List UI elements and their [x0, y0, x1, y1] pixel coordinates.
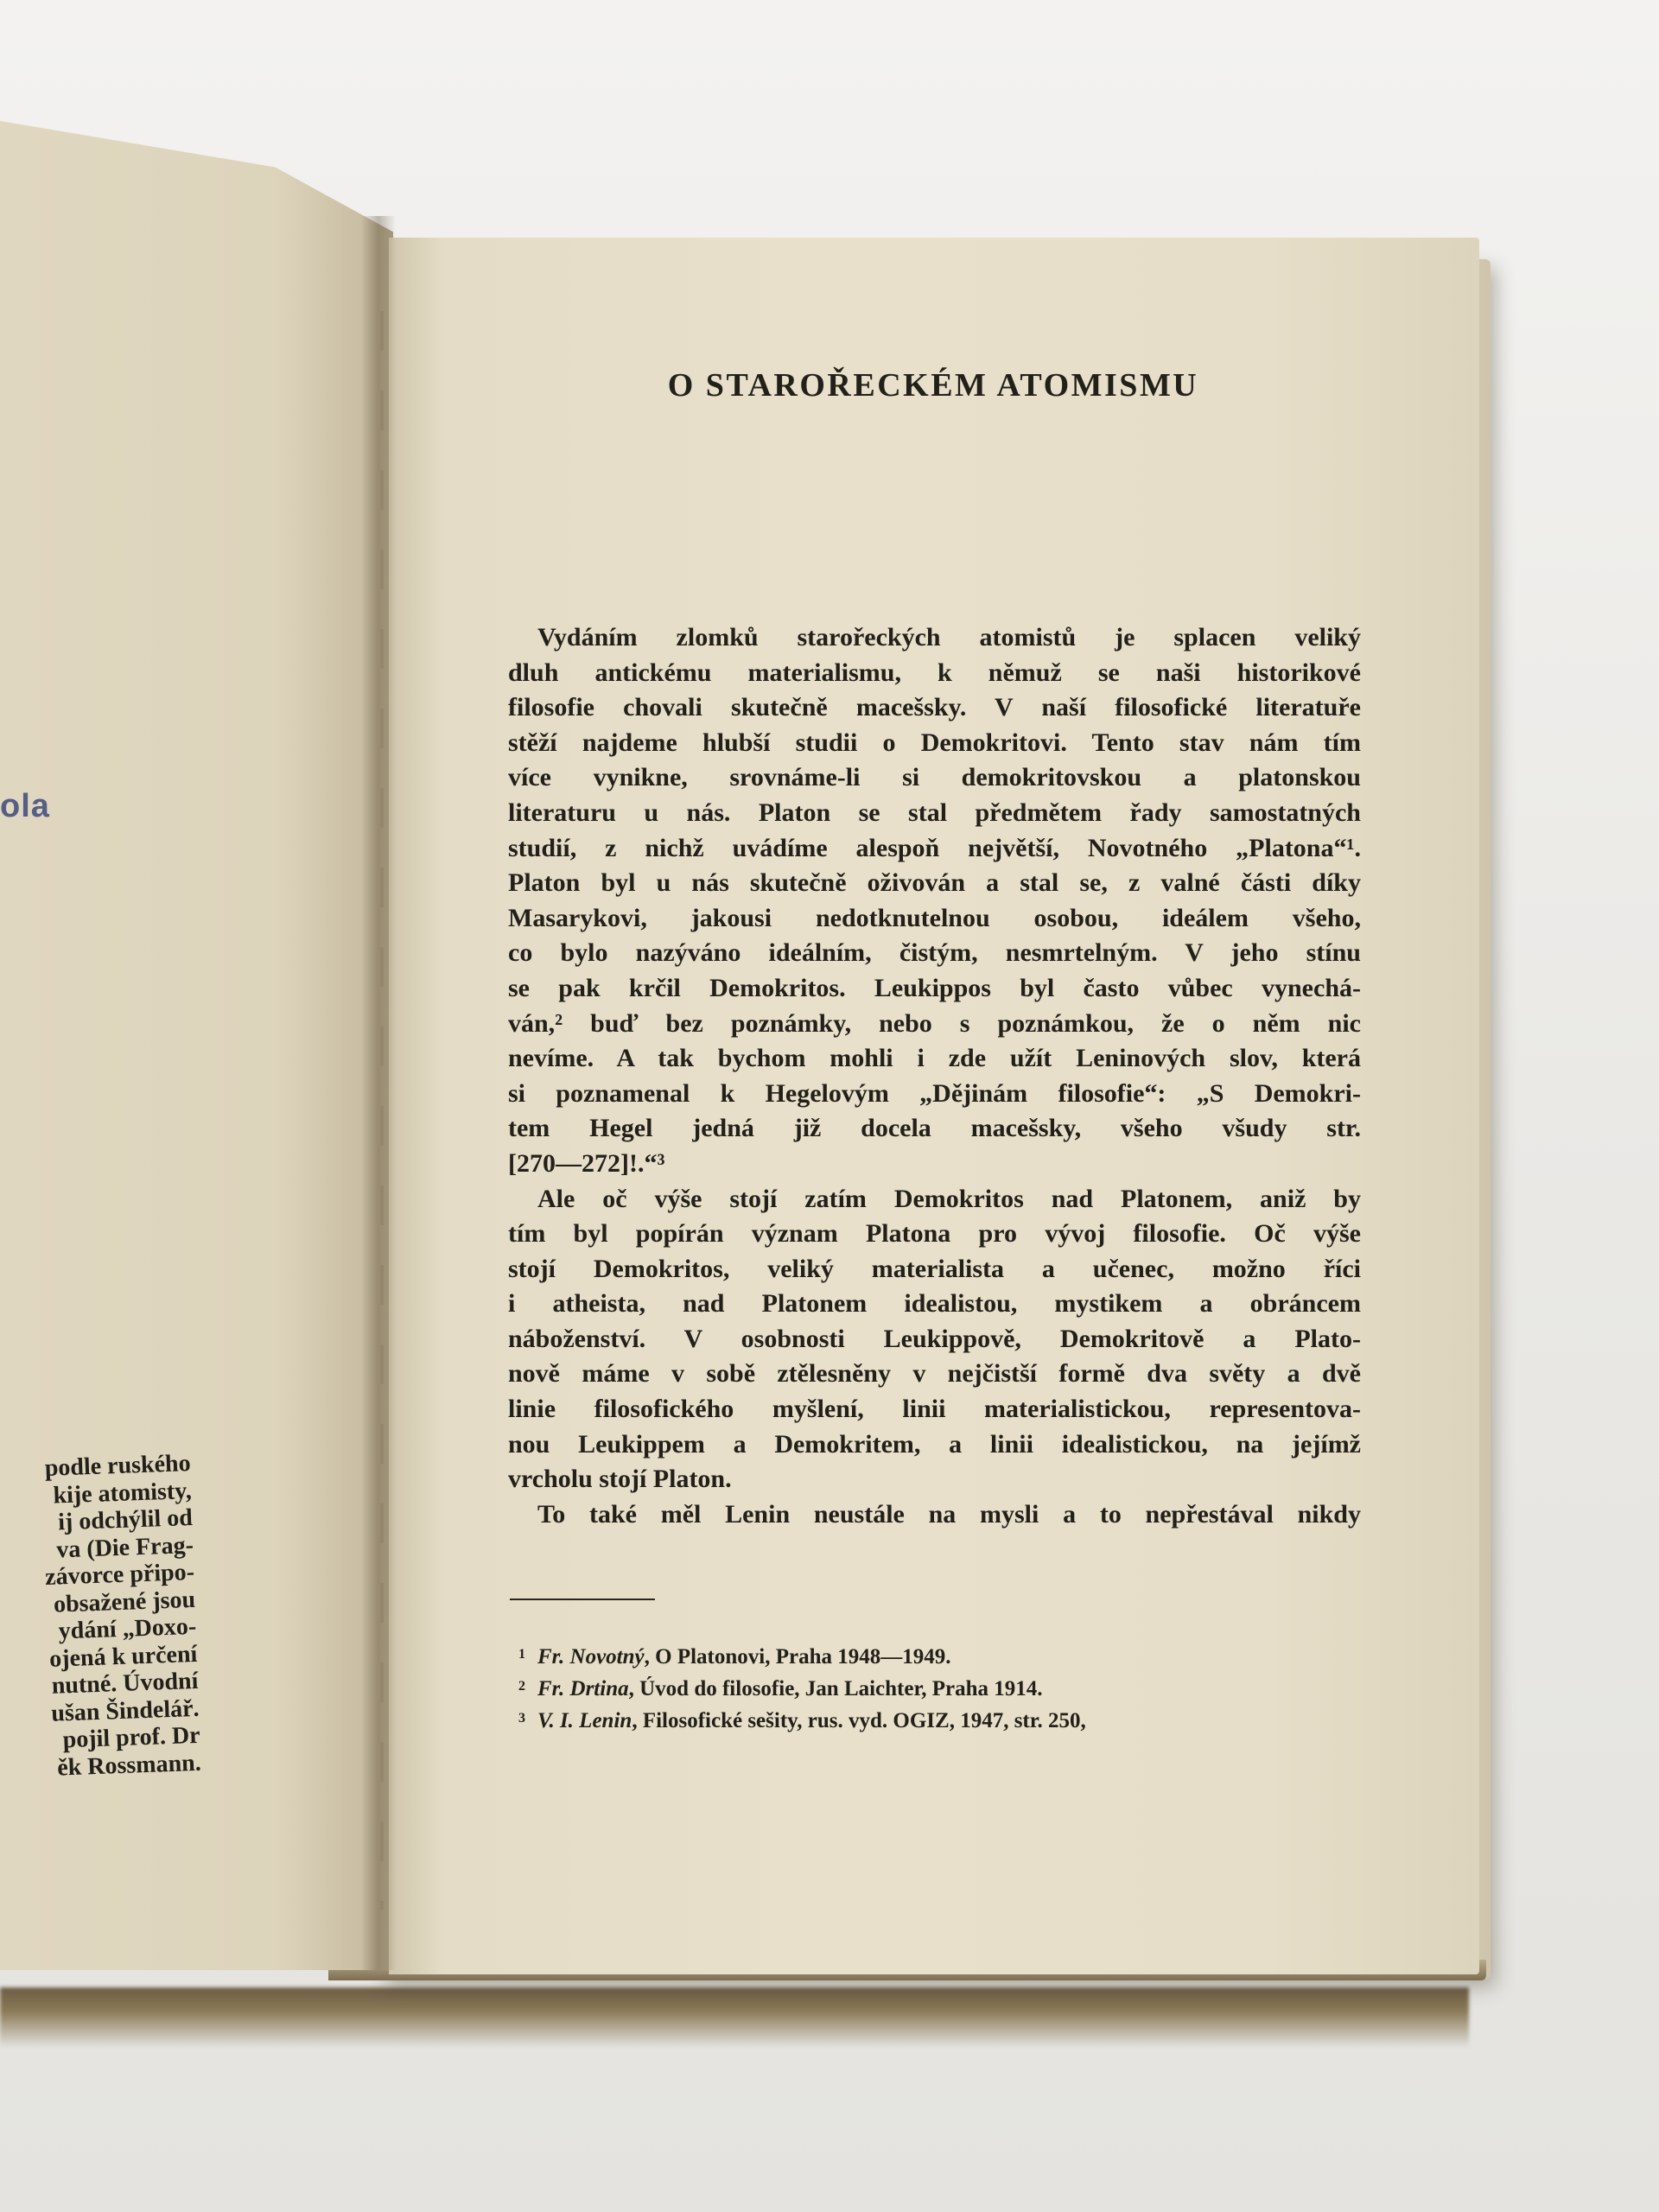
- body-line: [270—272]!.“³: [508, 1148, 665, 1178]
- body-line: si poznamenal k Hegelovým „Dějinám filosofie“: „S Demokri-: [508, 1078, 1361, 1108]
- body-line: i atheista, nad Platonem idealistou, mystikem a obráncem: [508, 1289, 1361, 1319]
- left-page-line: ij odchýlil od: [57, 1503, 194, 1536]
- left-page-line: pojil prof. Dr: [62, 1721, 201, 1754]
- footnote-number: 3: [518, 1711, 525, 1726]
- body-line: Platon byl u nás skutečně oživován a stal se, z valné části díky: [508, 868, 1361, 898]
- footnote: [518, 1672, 1296, 1704]
- body-line: více vynikne, srovnáme-li si demokritovskou a platonskou: [508, 763, 1361, 792]
- body-line: Masarykovi, jakousi nedotknutelnou osobou, ideálem všeho,: [508, 903, 1361, 932]
- footnote-author: Fr. Novotný: [537, 1645, 645, 1669]
- book-gutter: [361, 216, 396, 1970]
- footnote-separator: [510, 1599, 655, 1600]
- footnote-text: , O Platonovi, Praha 1948—1949.: [644, 1645, 951, 1669]
- left-page-line: nutné. Úvodní: [51, 1667, 199, 1700]
- body-line: literaturu u nás. Platon se stal předmětem řady samostatných: [508, 798, 1361, 827]
- left-page-line: podle ruského: [44, 1450, 192, 1482]
- body-line: nou Leukippem a Demokritem, a linii idealistickou, na jejímž: [508, 1429, 1361, 1459]
- binding-stitches: [380, 311, 384, 1910]
- body-line: tím byl popírán význam Platona pro vývoj filosofie. Oč výše: [508, 1219, 1361, 1249]
- body-line: filosofie chovali skutečně macešsky. V naší filosofické literatuře: [508, 693, 1361, 722]
- body-line: linie filosofického myšlení, linii materialistickou, representova-: [508, 1395, 1361, 1424]
- footnote-text: , Úvod do filosofie, Jan Laichter, Praha 1914.: [628, 1677, 1043, 1700]
- footnote-text: , Filosofické sešity, rus. vyd. OGIZ, 1947, str. 250,: [632, 1709, 1086, 1732]
- footnote-author: Fr. Drtina: [537, 1677, 629, 1700]
- body-line: náboženství. V osobnosti Leukippově, Demokritově a Plato-: [508, 1324, 1361, 1353]
- chapter-title: O STAROŘECKÉM ATOMISMU: [667, 367, 1199, 404]
- body-line: ván,² buď bez poznámky, nebo s poznámkou, že o něm nic: [508, 1008, 1361, 1038]
- book-cover-shadow: [0, 1987, 1469, 2048]
- left-page-text: [0, 1450, 201, 1783]
- footnote: [518, 1704, 1296, 1736]
- body-line: nově máme v sobě ztělesněny v nejčistší formě dva světy a dvě: [508, 1359, 1361, 1389]
- body-line: To také měl Lenin neustále na mysli a to nepřestával nikdy: [537, 1499, 1361, 1529]
- left-page-line: ydání „Doxo-: [58, 1612, 197, 1645]
- left-page-line: ušan Šindelář.: [50, 1694, 200, 1727]
- body-line: vrcholu stojí Platon.: [508, 1465, 732, 1494]
- body-text: [508, 620, 1361, 1532]
- footnote-number: 2: [518, 1679, 525, 1694]
- body-line: se pak krčil Demokritos. Leukippos byl často vůbec vynechá-: [508, 973, 1361, 1002]
- body-line: Ale oč výše stojí zatím Demokritos nad Platonem, aniž by: [537, 1184, 1361, 1213]
- left-page-line: obsažené jsou: [53, 1586, 196, 1618]
- body-line: dluh antickému materialismu, k němuž se naši historikové: [508, 658, 1361, 687]
- footnote-author: V. I. Lenin: [537, 1709, 632, 1732]
- left-page-line: va (Die Frag-: [55, 1531, 194, 1563]
- body-line: nevíme. A tak bychom mohli i zde užít Leninových slov, která: [508, 1044, 1361, 1073]
- body-line: studií, z nichž uvádíme alespoň největší, Novotného „Platona“¹.: [508, 833, 1361, 862]
- body-line: stěží najdeme hlubší studii o Demokritovi. Tento stav nám tím: [508, 728, 1361, 757]
- footnote: [518, 1640, 1296, 1672]
- body-line: co bylo nazýváno ideálním, čistým, nesmrtelným. V jeho stínu: [508, 938, 1361, 968]
- left-page-line: ěk Rossmann.: [56, 1749, 202, 1782]
- body-line: tem Hegel jedná již docela macešsky, všeho všudy str.: [508, 1114, 1361, 1143]
- left-page-line: kije atomisty,: [52, 1477, 193, 1510]
- library-stamp: ola: [0, 788, 50, 824]
- footnote-number: 1: [518, 1647, 525, 1662]
- left-page-line: ojená k určení: [48, 1640, 198, 1673]
- body-line: Vydáním zlomků starořeckých atomistů je splacen veliký: [537, 623, 1361, 652]
- footnotes: [518, 1640, 1296, 1736]
- left-page-line: závorce připo-: [44, 1558, 195, 1591]
- body-line: stojí Demokritos, veliký materialista a učenec, možno říci: [508, 1254, 1361, 1283]
